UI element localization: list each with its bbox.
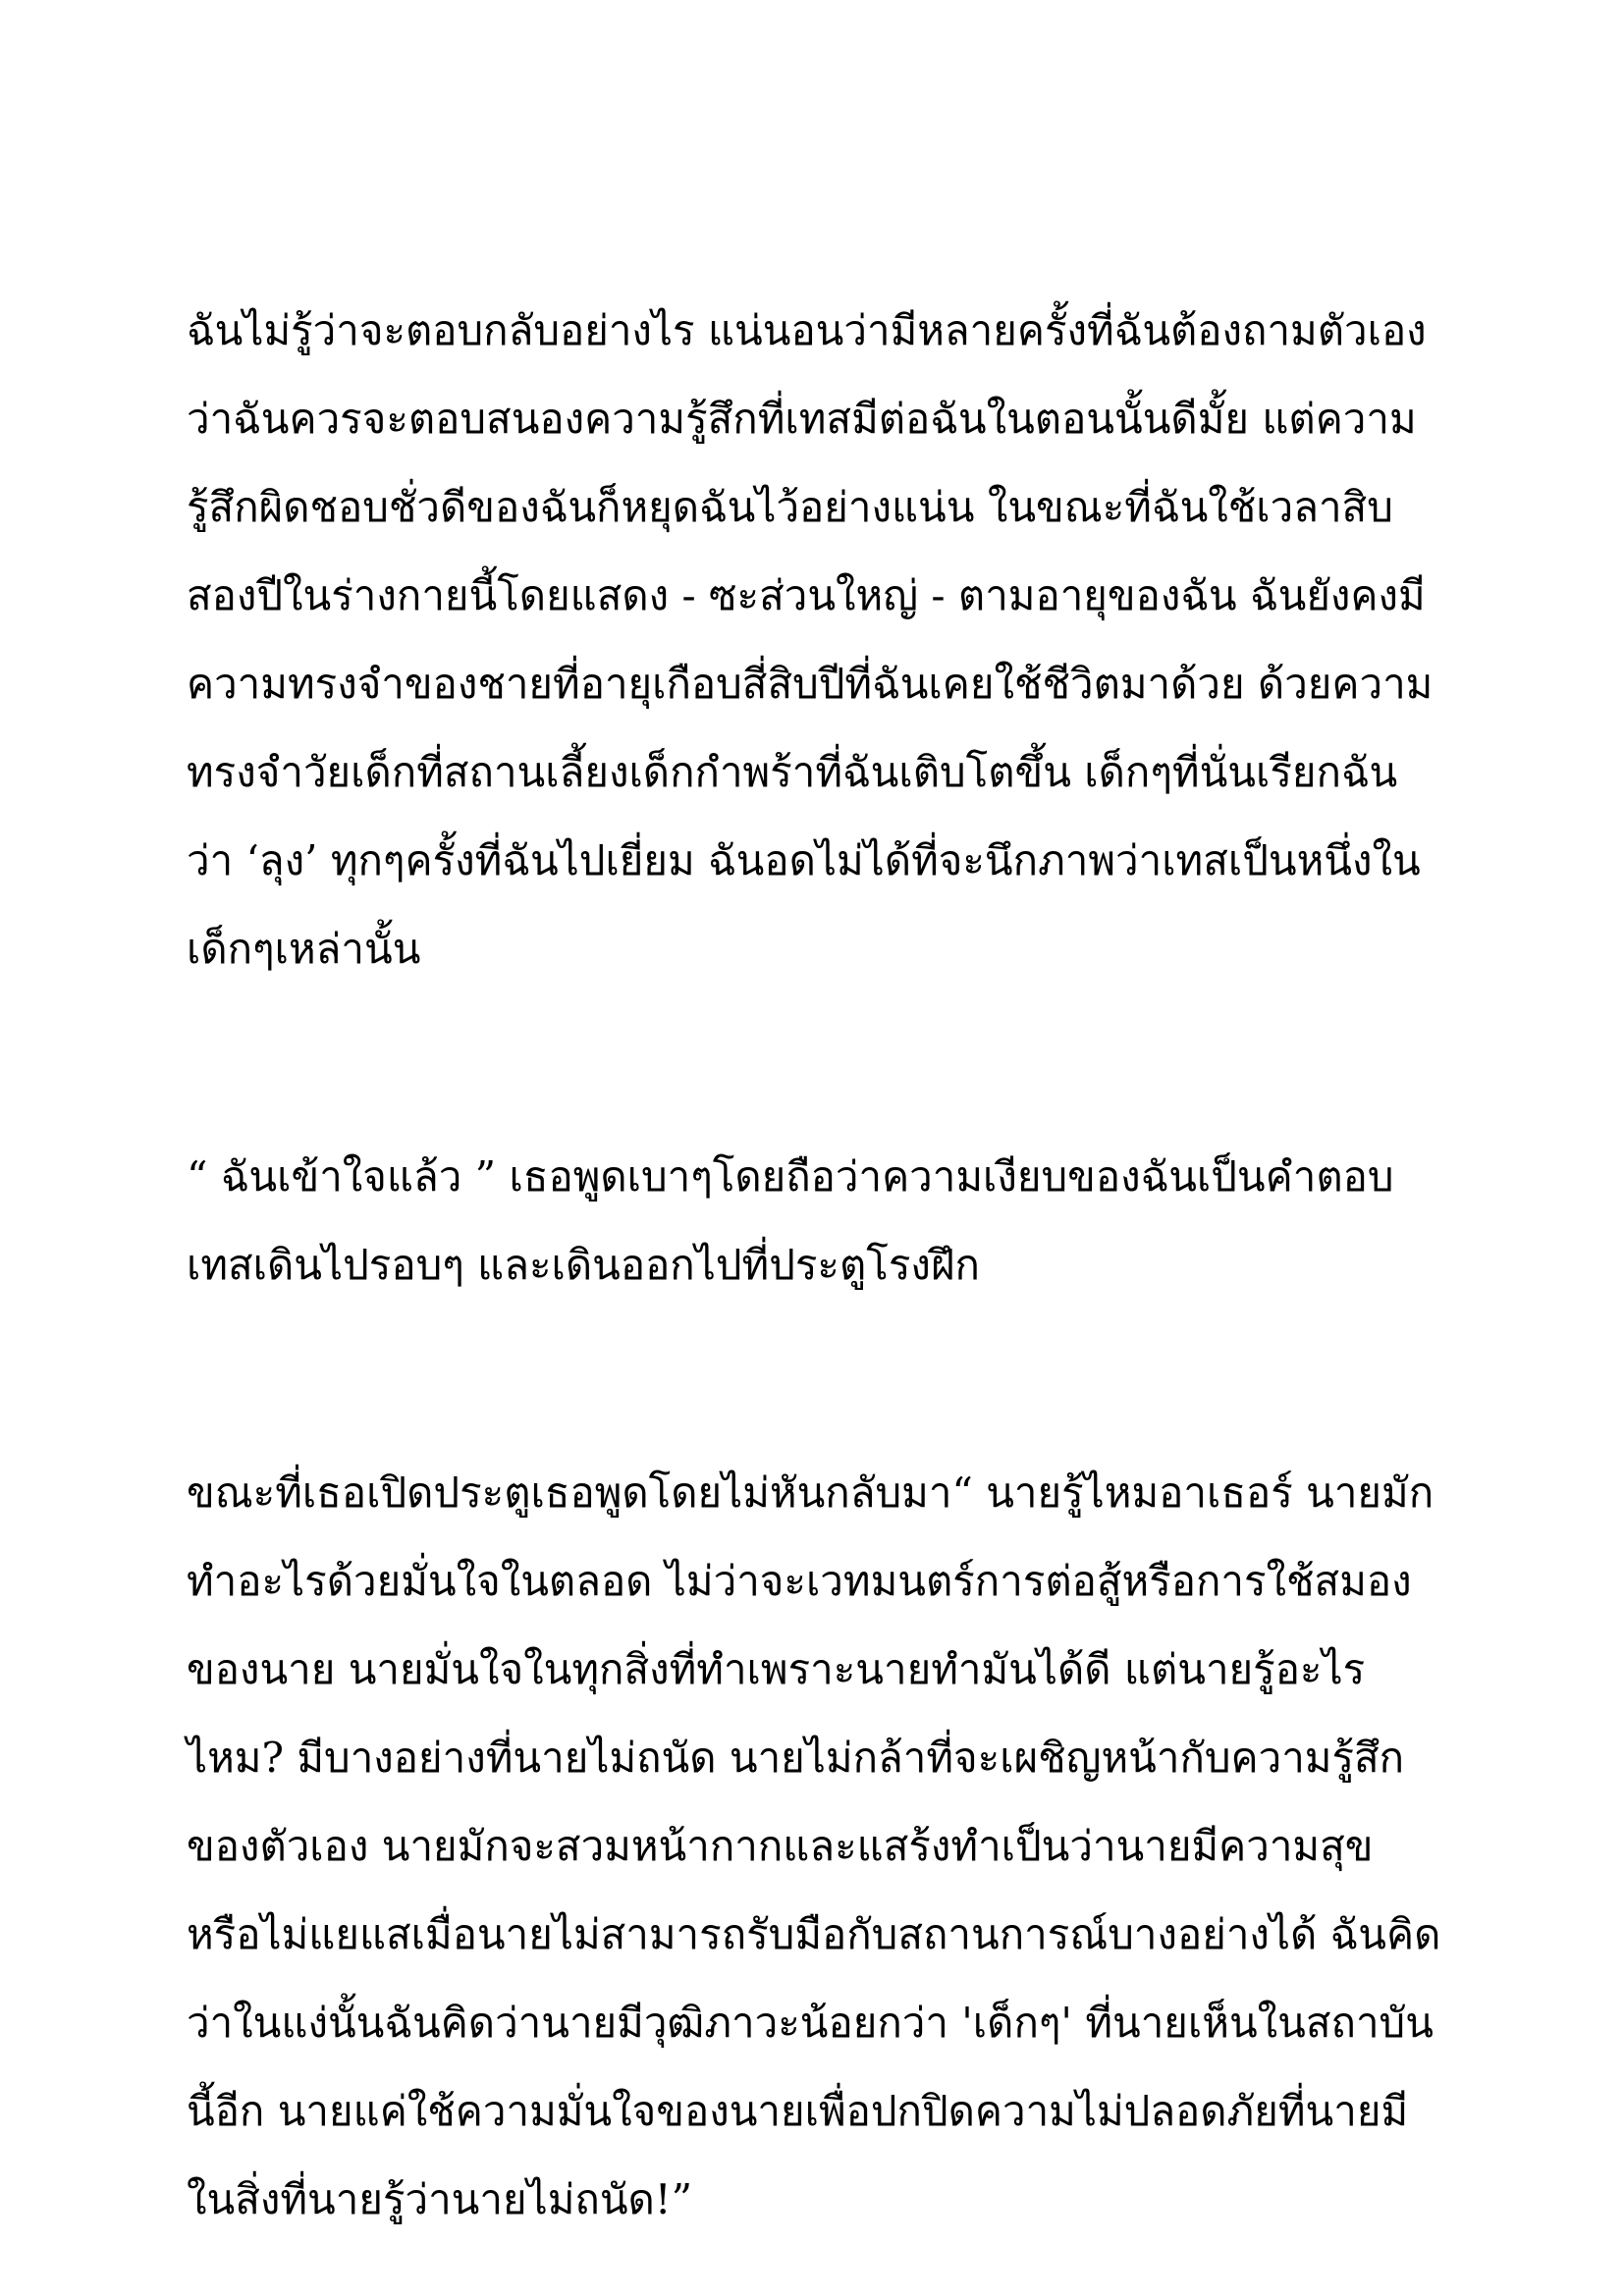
paragraph-dialogue-2: ขณะที่เธอเปิดประตูเธอพูดโดยไม่หันกลับมา“ นายรู้ไหมอาเธอร์ นายมักทำอะไรด้วยมั่นใจในตลอด ไม่ว่าจะเวทมนตร์การต่อสู้หรือการใช้สมองของนาย นายมั่นใจในทุกสิ่งที่ทำเพราะนายทำมันได้ดี แต่นายรู้อะไรไหม? มีบางอย่างที่นายไม่ถนัด นายไม่กล้าที่จะเผชิญหน้ากับความรู้สึกของตัวเอง นายมักจะสวมหน้ากากและแสร้งทำเป็นว่านายมีความสุขหรือไม่แยแสเมื่อนายไม่สามารถรับมือกับสถานการณ์บางอย่างได้ ฉันคิดว่าในแง่นั้นฉันคิดว่านายมีวุฒิภาวะน้อยกว่า 'เด็กๆ' ที่นายเห็นในสถาบันนี้อีก นายแค่ใช้ความมั่นใจของนายเพื่อปกปิดความไม่ปลอดภัยที่นายมีในสิ่งที่นายรู้ว่านายไม่ถนัด!”: [187, 1468, 1441, 2223]
paragraph-narration-1: ฉันไม่รู้ว่าจะตอบกลับอย่างไร แน่นอนว่ามีหลายครั้งที่ฉันต้องถามตัวเองว่าฉันควรจะตอบสนองความรู้สึกที่เทสมีต่อฉันในตอนนั้นดีมั้ย แต่ความรู้สึกผิดชอบชั่วดีของฉันก็หยุดฉันไว้อย่างแน่น ในขณะที่ฉันใช้เวลาสิบสองปีในร่างกายนี้โดยแสดง - ซะส่วนใหญ่ - ตามอายุของฉัน ฉันยังคงมีความทรงจำของชายที่อายุเกือบสี่สิบปีที่ฉันเคยใช้ชีวิตมาด้วย ด้วยความทรงจำวัยเด็กที่สถานเลี้ยงเด็กกำพร้าที่ฉันเติบโตขึ้น เด็กๆที่นั่นเรียกฉันว่า ‘ลุง’ ทุกๆครั้งที่ฉันไปเยี่ยม ฉันอดไม่ได้ที่จะนึกภาพว่าเทสเป็นหนึ่งในเด็กๆเหล่านั้น: [187, 306, 1434, 973]
paragraph-dialogue-1: “ ฉันเข้าใจแล้ว ” เธอพูดเบาๆโดยถือว่าความเงียบของฉันเป็นคำตอบ เทสเดินไปรอบๆ และเดินออกไปที่ประตูโรงฝึก: [187, 1152, 1394, 1289]
